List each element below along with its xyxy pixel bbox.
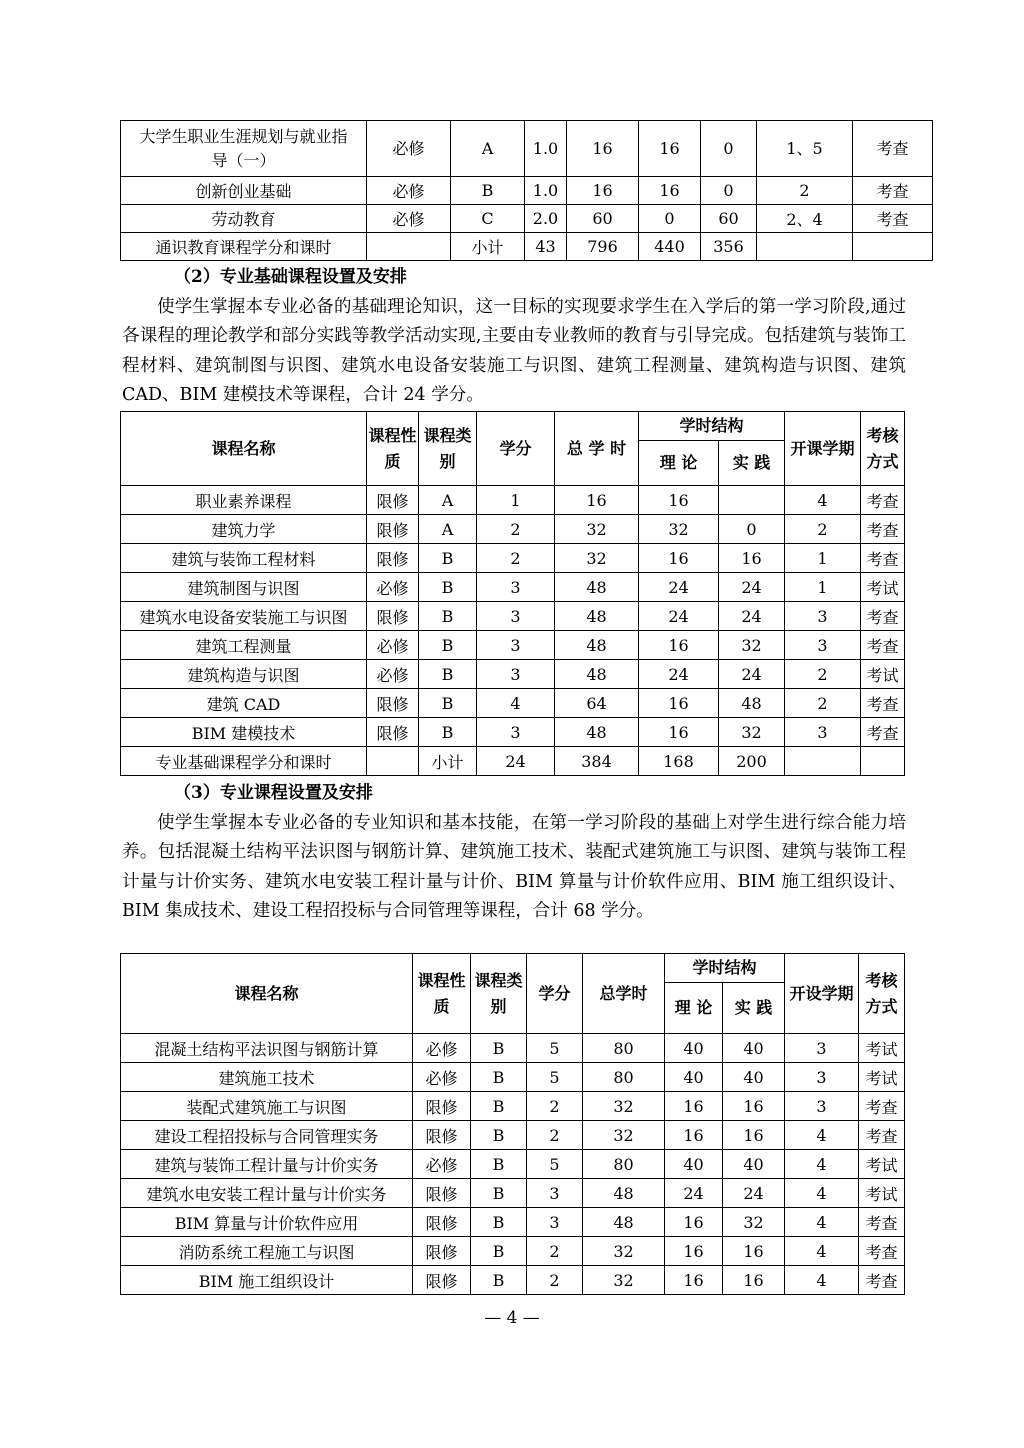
cell-theory: 16 <box>665 1092 723 1121</box>
cell-assess: 考查 <box>859 1092 905 1121</box>
cell-semester: 3 <box>785 1063 859 1092</box>
general-education-table <box>120 120 933 261</box>
cell-type: B <box>471 1179 527 1208</box>
cell-credit: 5 <box>527 1034 583 1063</box>
cell-name: 建筑与装饰工程材料 <box>121 544 367 573</box>
cell-type: B <box>419 602 477 631</box>
cell-hours: 48 <box>583 1179 665 1208</box>
cell-practice: 60 <box>701 205 757 233</box>
header-semester: 开设学期 <box>785 954 859 1034</box>
cell-practice: 16 <box>723 1266 785 1295</box>
cell-type: B <box>419 544 477 573</box>
cell-practice <box>719 486 785 515</box>
cell-type: B <box>419 689 477 718</box>
cell-semester: 4 <box>785 1208 859 1237</box>
cell-semester: 2 <box>785 515 861 544</box>
subtotal-empty-cell <box>861 747 905 776</box>
subtotal-empty-cell <box>757 233 853 261</box>
cell-name: 劳动教育 <box>121 205 367 233</box>
cell-name: 建筑制图与识图 <box>121 573 367 602</box>
cell-assess: 考查 <box>859 1121 905 1150</box>
header-credit: 学分 <box>527 954 583 1034</box>
cell-type: B <box>471 1150 527 1179</box>
table-row <box>121 573 905 602</box>
cell-type: B <box>471 1034 527 1063</box>
cell-theory: 32 <box>639 515 719 544</box>
cell-nature: 限修 <box>367 602 419 631</box>
cell-nature: 必修 <box>367 177 451 205</box>
cell-practice: 40 <box>723 1063 785 1092</box>
cell-type: B <box>471 1266 527 1295</box>
header-assessment: 考核方式 <box>861 412 905 486</box>
cell-hours: 48 <box>555 718 639 747</box>
subtotal-theory: 440 <box>639 233 701 261</box>
table-row <box>121 1063 905 1092</box>
cell-practice: 24 <box>719 602 785 631</box>
section-paragraph-2: 使学生掌握本专业必备的基础理论知识，这一目标的实现要求学生在入学后的第一学习阶段,通过各课程的理论教学和部分实践等教学活动实现,主要由专业教师的教育与引导完成。包括建筑与装饰工程材料、建筑制图与识图、建筑水电设备安装施工与识图、建筑工程测量、建筑构造与识图、建筑 CAD、BIM 建模技术等课程，合计 24 学分。 <box>122 297 906 405</box>
cell-credit: 1 <box>477 486 555 515</box>
table-row <box>121 515 905 544</box>
cell-theory: 16 <box>639 177 701 205</box>
cell-credit: 2 <box>527 1092 583 1121</box>
cell-nature: 限修 <box>413 1266 471 1295</box>
cell-name: 创新创业基础 <box>121 177 367 205</box>
cell-assess: 考查 <box>861 631 905 660</box>
cell-credit: 3 <box>477 631 555 660</box>
cell-name: 建筑构造与识图 <box>121 660 367 689</box>
cell-theory: 16 <box>639 718 719 747</box>
cell-semester: 4 <box>785 1237 859 1266</box>
cell-assess: 考查 <box>859 1266 905 1295</box>
cell-credit: 5 <box>527 1150 583 1179</box>
cell-practice: 0 <box>701 177 757 205</box>
cell-credit: 3 <box>477 573 555 602</box>
cell-practice: 32 <box>719 631 785 660</box>
subtotal-empty-cell <box>853 233 933 261</box>
cell-theory: 16 <box>639 631 719 660</box>
subtotal-credit: 24 <box>477 747 555 776</box>
cell-nature: 限修 <box>413 1237 471 1266</box>
cell-name: 建筑水电安装工程计量与计价实务 <box>121 1179 413 1208</box>
cell-theory: 16 <box>665 1208 723 1237</box>
table-row <box>121 1092 905 1121</box>
header-total-hours: 总 学 时 <box>555 412 639 486</box>
cell-assess: 考查 <box>853 177 933 205</box>
cell-name: 建筑水电设备安装施工与识图 <box>121 602 367 631</box>
header-credit: 学分 <box>477 412 555 486</box>
cell-practice: 24 <box>719 573 785 602</box>
cell-theory: 40 <box>665 1063 723 1092</box>
cell-semester: 3 <box>785 1034 859 1063</box>
header-course-nature: 课程性质 <box>413 954 471 1034</box>
cell-hours: 60 <box>567 205 639 233</box>
cell-assess: 考试 <box>859 1150 905 1179</box>
cell-type: B <box>471 1237 527 1266</box>
cell-credit: 4 <box>477 689 555 718</box>
header-assessment: 考核方式 <box>859 954 905 1034</box>
table-row <box>121 1266 905 1295</box>
cell-practice: 0 <box>719 515 785 544</box>
table-row <box>121 486 905 515</box>
cell-hours: 80 <box>583 1063 665 1092</box>
cell-name: 建筑与装饰工程计量与计价实务 <box>121 1150 413 1179</box>
cell-name: 建筑力学 <box>121 515 367 544</box>
cell-semester: 3 <box>785 718 861 747</box>
cell-nature: 限修 <box>413 1121 471 1150</box>
cell-credit: 3 <box>527 1208 583 1237</box>
subtotal-practice: 200 <box>719 747 785 776</box>
cell-semester: 4 <box>785 1150 859 1179</box>
cell-assess: 考试 <box>861 660 905 689</box>
cell-practice: 16 <box>723 1121 785 1150</box>
cell-nature: 必修 <box>367 573 419 602</box>
table-row <box>121 1150 905 1179</box>
cell-credit: 3 <box>477 718 555 747</box>
cell-hours: 32 <box>555 544 639 573</box>
cell-practice: 40 <box>723 1034 785 1063</box>
cell-nature: 必修 <box>413 1034 471 1063</box>
cell-semester: 2、4 <box>757 205 853 233</box>
cell-hours: 16 <box>555 486 639 515</box>
cell-name: 建筑工程测量 <box>121 631 367 660</box>
professional-courses-table <box>120 953 905 1295</box>
section-paragraph-3: 使学生掌握本专业必备的专业知识和基本技能，在第一学习阶段的基础上对学生进行综合能力培养。包括混凝土结构平法识图与钢筋计算、建筑施工技术、装配式建筑施工与识图、建筑与装饰工程计量与计价实务、建筑水电安装工程计量与计价、BIM 算量与计价软件应用、BIM 施工组织设计、BIM 集成技术、建设工程招投标与合同管理等课程，合计 68 学分。 <box>122 813 906 921</box>
cell-theory: 40 <box>665 1034 723 1063</box>
cell-practice: 16 <box>719 544 785 573</box>
cell-name: 建筑 CAD <box>121 689 367 718</box>
cell-semester: 1 <box>785 544 861 573</box>
cell-credit: 2 <box>527 1121 583 1150</box>
table-row <box>121 177 933 205</box>
cell-semester: 3 <box>785 1092 859 1121</box>
cell-practice: 0 <box>701 121 757 177</box>
cell-nature: 必修 <box>367 205 451 233</box>
cell-type: B <box>471 1092 527 1121</box>
cell-name: 建设工程招投标与合同管理实务 <box>121 1121 413 1150</box>
cell-hours: 32 <box>583 1266 665 1295</box>
table-row <box>121 1208 905 1237</box>
cell-theory: 16 <box>639 121 701 177</box>
cell-theory: 0 <box>639 205 701 233</box>
cell-hours: 48 <box>555 660 639 689</box>
cell-nature: 限修 <box>413 1092 471 1121</box>
subtotal-row <box>121 747 905 776</box>
table-row <box>121 1179 905 1208</box>
cell-theory: 24 <box>639 573 719 602</box>
cell-theory: 24 <box>665 1179 723 1208</box>
section-heading-2: （2）专业基础课程设置及安排 <box>174 267 407 287</box>
cell-assess: 考查 <box>859 1208 905 1237</box>
cell-credit: 3 <box>477 602 555 631</box>
cell-type: B <box>419 631 477 660</box>
cell-theory: 16 <box>639 544 719 573</box>
cell-theory: 24 <box>639 602 719 631</box>
cell-hours: 16 <box>567 121 639 177</box>
subtotal-hours: 384 <box>555 747 639 776</box>
page-number: — 4 — <box>484 1308 540 1328</box>
header-practice: 实 践 <box>723 983 785 1034</box>
cell-theory: 16 <box>665 1266 723 1295</box>
cell-nature: 限修 <box>367 689 419 718</box>
cell-credit: 3 <box>527 1179 583 1208</box>
cell-nature: 必修 <box>367 660 419 689</box>
table-row <box>121 1121 905 1150</box>
header-theory: 理 论 <box>639 441 719 486</box>
cell-type: A <box>419 486 477 515</box>
cell-credit: 2 <box>477 515 555 544</box>
cell-hours: 32 <box>583 1092 665 1121</box>
table-row <box>121 205 933 233</box>
cell-practice: 24 <box>723 1179 785 1208</box>
header-course-type: 课程类别 <box>419 412 477 486</box>
header-hour-structure: 学时结构 <box>665 954 785 983</box>
subtotal-name: 专业基础课程学分和课时 <box>121 747 367 776</box>
cell-nature: 必修 <box>367 121 451 177</box>
table-row <box>121 602 905 631</box>
cell-practice: 32 <box>723 1208 785 1237</box>
subtotal-theory: 168 <box>639 747 719 776</box>
cell-credit: 5 <box>527 1063 583 1092</box>
subtotal-hours: 796 <box>567 233 639 261</box>
cell-nature: 必修 <box>367 631 419 660</box>
cell-credit: 2 <box>527 1266 583 1295</box>
cell-semester: 1、5 <box>757 121 853 177</box>
cell-practice: 40 <box>723 1150 785 1179</box>
subtotal-name: 通识教育课程学分和课时 <box>121 233 367 261</box>
cell-nature: 限修 <box>367 486 419 515</box>
cell-practice: 24 <box>719 660 785 689</box>
cell-name: BIM 建模技术 <box>121 718 367 747</box>
header-practice: 实 践 <box>719 441 785 486</box>
cell-credit: 2.0 <box>525 205 567 233</box>
cell-nature: 必修 <box>413 1063 471 1092</box>
cell-type: B <box>419 718 477 747</box>
cell-type: B <box>471 1121 527 1150</box>
header-course-type: 课程类别 <box>471 954 527 1034</box>
cell-assess: 考查 <box>861 718 905 747</box>
cell-hours: 64 <box>555 689 639 718</box>
cell-assess: 考试 <box>859 1034 905 1063</box>
cell-nature: 限修 <box>367 718 419 747</box>
cell-nature: 限修 <box>367 544 419 573</box>
cell-name: 大学生职业生涯规划与就业指导（一） <box>121 121 367 177</box>
subtotal-practice: 356 <box>701 233 757 261</box>
cell-name: 混凝土结构平法识图与钢筋计算 <box>121 1034 413 1063</box>
table-row <box>121 718 905 747</box>
cell-semester: 2 <box>785 689 861 718</box>
header-course-nature: 课程性质 <box>367 412 419 486</box>
cell-practice: 16 <box>723 1237 785 1266</box>
cell-type: B <box>419 660 477 689</box>
cell-assess: 考查 <box>853 121 933 177</box>
cell-semester: 1 <box>785 573 861 602</box>
cell-theory: 40 <box>665 1150 723 1179</box>
cell-semester: 3 <box>785 602 861 631</box>
cell-assess: 考查 <box>861 544 905 573</box>
cell-assess: 考查 <box>859 1237 905 1266</box>
cell-name: 建筑施工技术 <box>121 1063 413 1092</box>
cell-semester: 2 <box>785 660 861 689</box>
subtotal-empty-cell <box>785 747 861 776</box>
cell-hours: 32 <box>555 515 639 544</box>
cell-type: A <box>451 121 525 177</box>
cell-assess: 考查 <box>861 515 905 544</box>
cell-credit: 1.0 <box>525 121 567 177</box>
cell-practice: 16 <box>723 1092 785 1121</box>
table-row <box>121 631 905 660</box>
cell-hours: 48 <box>555 631 639 660</box>
subtotal-row <box>121 233 933 261</box>
cell-hours: 32 <box>583 1237 665 1266</box>
subtotal-empty-cell <box>367 233 451 261</box>
cell-assess: 考试 <box>859 1179 905 1208</box>
cell-credit: 3 <box>477 660 555 689</box>
cell-semester: 4 <box>785 1179 859 1208</box>
subtotal-label: 小计 <box>419 747 477 776</box>
subtotal-empty-cell <box>367 747 419 776</box>
cell-hours: 32 <box>583 1121 665 1150</box>
cell-type: B <box>451 177 525 205</box>
table-row <box>121 660 905 689</box>
cell-assess: 考查 <box>861 689 905 718</box>
header-hour-structure: 学时结构 <box>639 412 785 441</box>
cell-semester: 3 <box>785 631 861 660</box>
subtotal-credit: 43 <box>525 233 567 261</box>
table-row <box>121 121 933 177</box>
cell-semester: 4 <box>785 1266 859 1295</box>
cell-theory: 16 <box>665 1237 723 1266</box>
cell-hours: 80 <box>583 1034 665 1063</box>
table-row <box>121 1034 905 1063</box>
cell-name: 职业素养课程 <box>121 486 367 515</box>
cell-nature: 限修 <box>367 515 419 544</box>
cell-semester: 4 <box>785 1121 859 1150</box>
header-course-name: 课程名称 <box>121 412 367 486</box>
cell-assess: 考试 <box>859 1063 905 1092</box>
header-semester: 开课学期 <box>785 412 861 486</box>
cell-semester: 2 <box>757 177 853 205</box>
cell-name: 消防系统工程施工与识图 <box>121 1237 413 1266</box>
cell-nature: 限修 <box>413 1179 471 1208</box>
cell-type: B <box>471 1208 527 1237</box>
cell-assess: 考查 <box>853 205 933 233</box>
cell-name: BIM 算量与计价软件应用 <box>121 1208 413 1237</box>
table-row <box>121 689 905 718</box>
foundation-courses-table <box>120 411 905 776</box>
cell-credit: 2 <box>477 544 555 573</box>
header-total-hours: 总学时 <box>583 954 665 1034</box>
subtotal-label: 小计 <box>451 233 525 261</box>
cell-nature: 限修 <box>413 1208 471 1237</box>
cell-nature: 必修 <box>413 1150 471 1179</box>
cell-type: B <box>471 1063 527 1092</box>
table-row <box>121 544 905 573</box>
cell-theory: 16 <box>639 689 719 718</box>
cell-theory: 16 <box>665 1121 723 1150</box>
cell-credit: 1.0 <box>525 177 567 205</box>
cell-name: 装配式建筑施工与识图 <box>121 1092 413 1121</box>
cell-assess: 考查 <box>861 602 905 631</box>
table-row <box>121 1237 905 1266</box>
header-course-name: 课程名称 <box>121 954 413 1034</box>
cell-type: A <box>419 515 477 544</box>
cell-type: B <box>419 573 477 602</box>
cell-assess: 考查 <box>861 486 905 515</box>
section-heading-3: （3）专业课程设置及安排 <box>174 783 373 803</box>
cell-practice: 32 <box>719 718 785 747</box>
cell-hours: 48 <box>583 1208 665 1237</box>
header-theory: 理 论 <box>665 983 723 1034</box>
cell-hours: 16 <box>567 177 639 205</box>
cell-credit: 2 <box>527 1237 583 1266</box>
cell-semester: 4 <box>785 486 861 515</box>
cell-hours: 80 <box>583 1150 665 1179</box>
cell-practice: 48 <box>719 689 785 718</box>
cell-hours: 48 <box>555 602 639 631</box>
cell-type: C <box>451 205 525 233</box>
cell-theory: 24 <box>639 660 719 689</box>
cell-assess: 考试 <box>861 573 905 602</box>
cell-theory: 16 <box>639 486 719 515</box>
cell-hours: 48 <box>555 573 639 602</box>
cell-name: BIM 施工组织设计 <box>121 1266 413 1295</box>
